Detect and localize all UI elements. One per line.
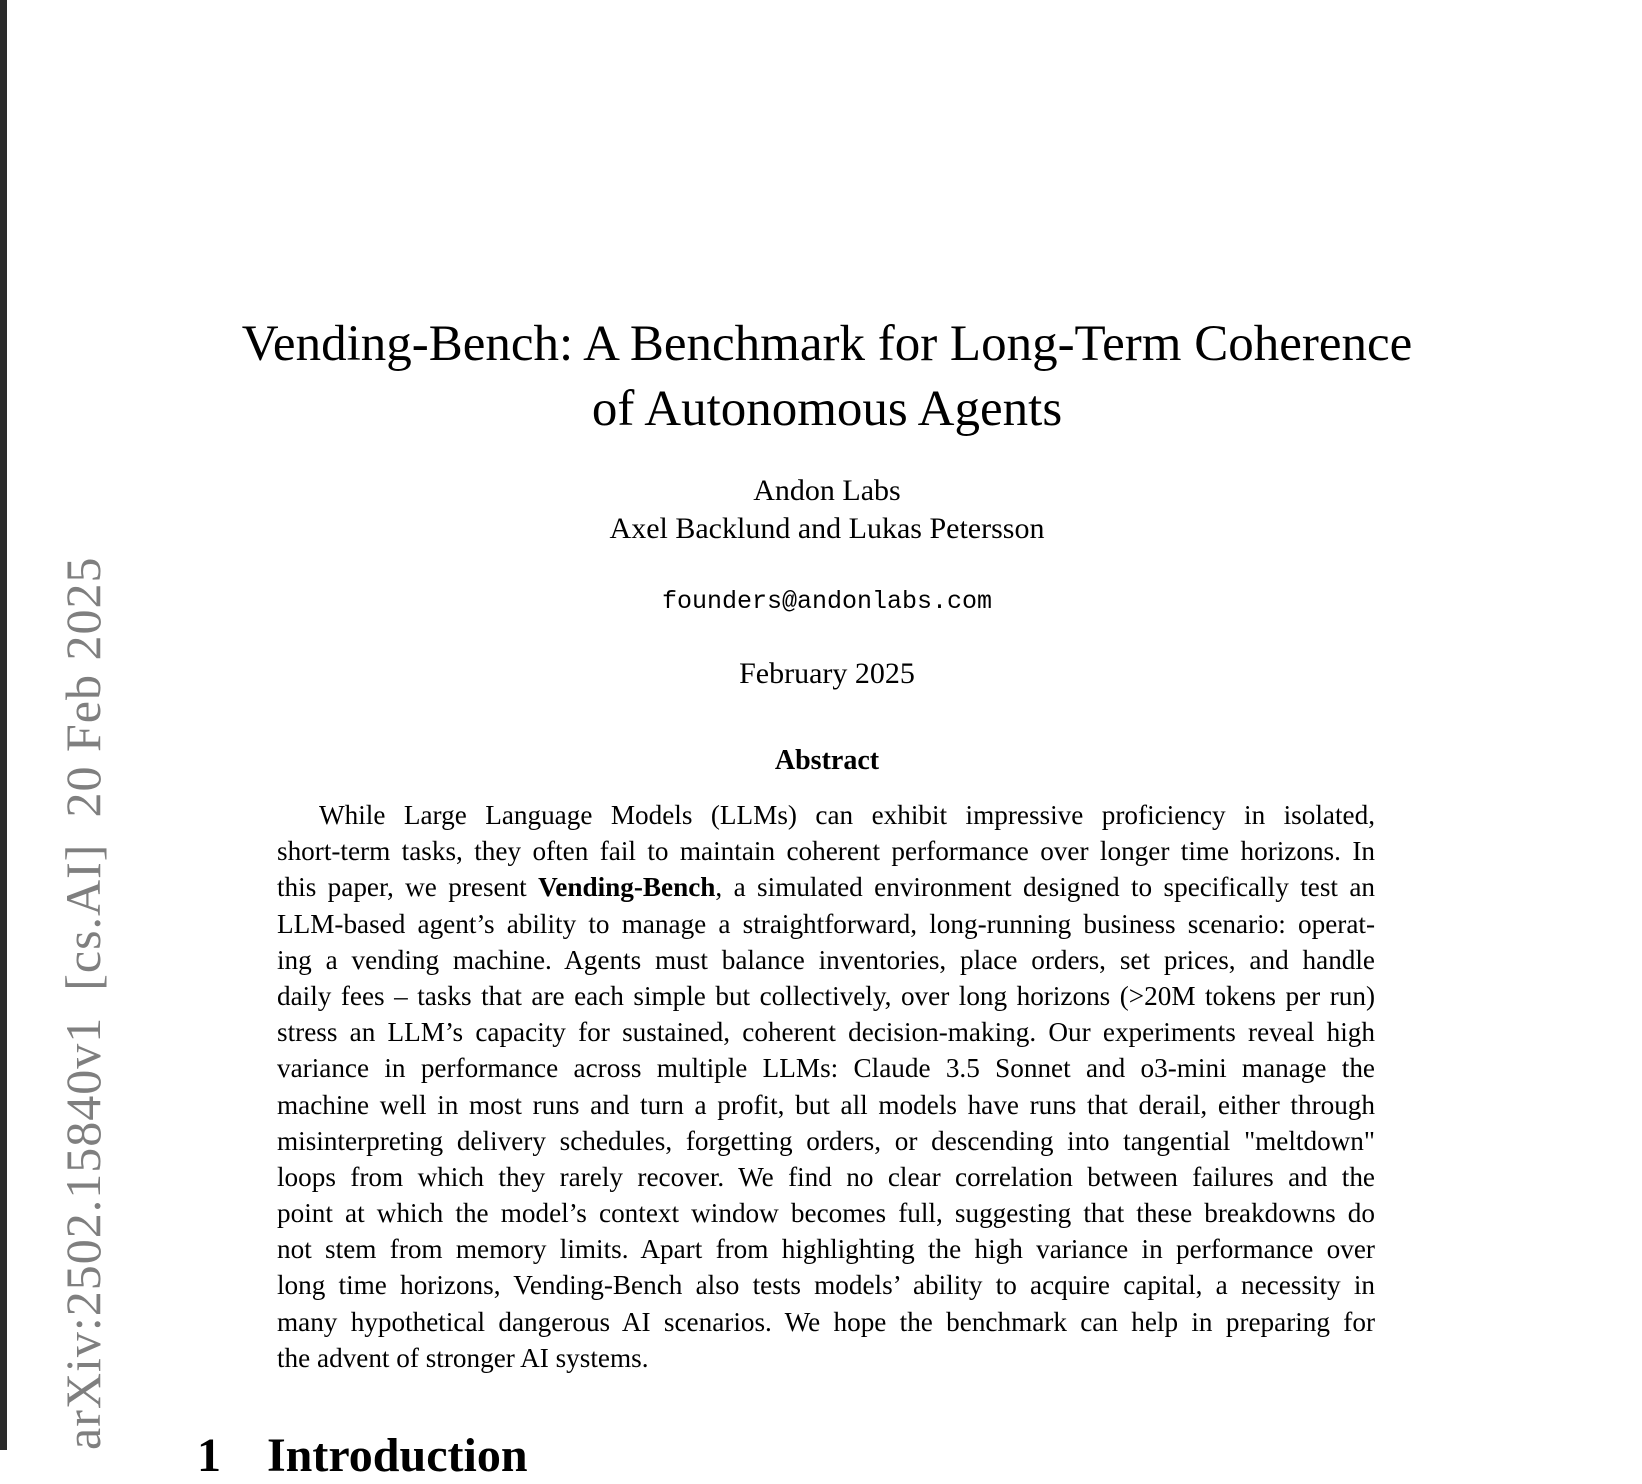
author-block bbox=[157, 472, 1497, 548]
organization: Andon Labs bbox=[753, 474, 901, 507]
abstract-line: loops from which they rarely recover. We find no clear correlation between failures and the bbox=[277, 1161, 1375, 1192]
publication-date: February 2025 bbox=[739, 657, 915, 690]
authors: Axel Backlund and Lukas Petersson bbox=[609, 512, 1045, 545]
section-number: 1 bbox=[197, 1429, 221, 1482]
abstract-line: short-term tasks, they often fail to maintain coherent performance over longer time horizons. In bbox=[277, 836, 1375, 867]
paper-title-line-1: Vending-Bench: A Benchmark for Long-Term Coherence bbox=[241, 316, 1413, 372]
abstract-line: ing a vending machine. Agents must balance inventories, place orders, set prices, and handle bbox=[277, 944, 1375, 975]
abstract-line: not stem from memory limits. Apart from highlighting the high variance in performance over bbox=[277, 1234, 1375, 1265]
pdf-page bbox=[7, 0, 1642, 1482]
viewer-left-border bbox=[0, 0, 7, 1450]
abstract-line: variance in performance across multiple LLMs: Claude 3.5 Sonnet and o3-mini manage the bbox=[277, 1053, 1375, 1084]
abstract-line: misinterpreting delivery schedules, forgetting orders, or descending into tangential "meltdown" bbox=[277, 1125, 1375, 1156]
section-title: Introduction bbox=[267, 1429, 528, 1482]
abstract-line: the advent of stronger AI systems. bbox=[277, 1342, 649, 1373]
abstract-line: machine well in most runs and turn a profit, but all models have runs that derail, either through bbox=[277, 1089, 1375, 1120]
abstract-line: While Large Language Models (LLMs) can exhibit impressive proficiency in isolated, bbox=[319, 800, 1375, 830]
abstract-line: point at which the model’s context window becomes full, suggesting that these breakdowns do bbox=[277, 1198, 1375, 1229]
abstract-line bbox=[277, 869, 1375, 905]
arxiv-category: [cs.AI] bbox=[55, 843, 111, 991]
benchmark-name: Vending-Bench bbox=[538, 872, 716, 903]
arxiv-identifier: arXiv:2502.15840v1 bbox=[55, 1016, 111, 1450]
arxiv-date: 20 Feb 2025 bbox=[55, 556, 111, 818]
abstract-heading: Abstract bbox=[774, 745, 880, 776]
abstract-line: daily fees – tasks that are each simple but collectively, over long horizons (>20M tokens per run) bbox=[277, 980, 1375, 1011]
section-heading-introduction bbox=[197, 1428, 528, 1484]
abstract-line: stress an LLM’s capacity for sustained, coherent decision-making. Our experiments reveal high bbox=[277, 1017, 1375, 1048]
abstract-text: , a simulated environment designed to specifically test an bbox=[715, 872, 1376, 903]
abstract-body bbox=[277, 797, 1375, 1376]
arxiv-stamp bbox=[55, 550, 111, 1450]
abstract-line: many hypothetical dangerous AI scenarios. We hope the benchmark can help in preparing for bbox=[277, 1306, 1375, 1337]
paper-title bbox=[157, 312, 1497, 442]
abstract-text: this paper, we present bbox=[277, 872, 527, 903]
abstract-line: LLM-based agent’s ability to manage a straightforward, long-running business scenario: operat- bbox=[277, 908, 1375, 939]
paper-title-line-2: of Autonomous Agents bbox=[591, 381, 1063, 437]
contact-email: founders@andonlabs.com bbox=[661, 587, 993, 616]
abstract-line: long time horizons, Vending-Bench also tests models’ ability to acquire capital, a necessity in bbox=[277, 1270, 1375, 1301]
